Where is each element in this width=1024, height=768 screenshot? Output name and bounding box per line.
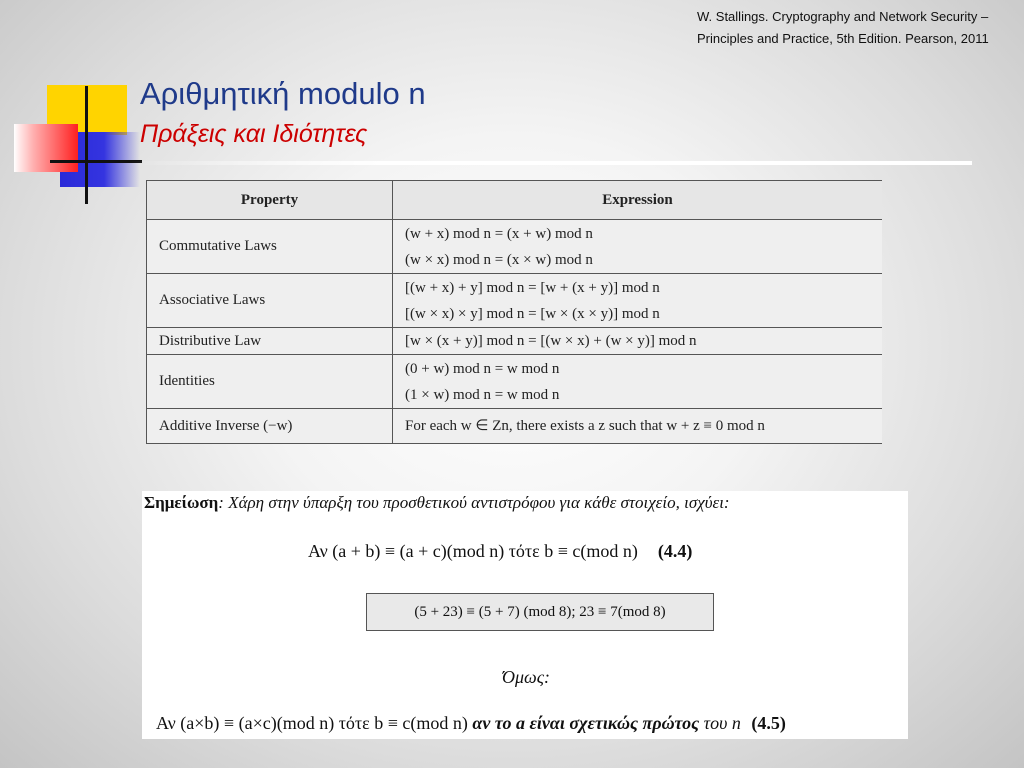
table-row <box>147 355 883 409</box>
property-cell: Associative Laws <box>147 274 393 328</box>
properties-table <box>146 180 882 444</box>
equation-4-4-number: (4.4) <box>657 541 693 561</box>
expression-cell <box>393 409 883 444</box>
decor-red-square <box>14 124 78 172</box>
citation-line-1: W. Stallings. Cryptography and Network Security – <box>697 9 989 24</box>
table-row <box>147 274 883 328</box>
equation-4-5-text: Αν (a×b) ≡ (a×c)(mod n) τότε b ≡ c(mod n) <box>156 713 468 733</box>
decor-horizontal-line <box>50 160 142 163</box>
equation-4-5-condition-pre: αν το a είναι <box>472 713 565 733</box>
equation-4-5 <box>156 713 786 734</box>
expression-cell <box>393 328 883 355</box>
equation-4-4 <box>308 541 692 562</box>
expression-cell <box>393 220 883 274</box>
expression-line: (w × x) mod n = (x × w) mod n <box>405 251 593 268</box>
expression-line: (w + x) mod n = (x + w) mod n <box>405 225 593 242</box>
expression-line: (0 + w) mod n = w mod n <box>405 360 560 377</box>
table-row <box>147 220 883 274</box>
decor-vertical-line <box>85 86 88 204</box>
header-property: Property <box>147 181 393 220</box>
slide-title: Αριθμητική modulo n <box>140 76 426 111</box>
expression-line: (1 × w) mod n = w mod n <box>405 386 560 403</box>
table-header-row <box>147 181 883 220</box>
expression-cell <box>393 355 883 409</box>
property-cell: Distributive Law <box>147 328 393 355</box>
equation-4-4-text: Αν (a + b) ≡ (a + c)(mod n) τότε b ≡ c(mod n) <box>308 541 638 561</box>
note-label: Σημείωση <box>144 493 219 512</box>
equation-4-5-condition-post: του n <box>703 713 741 733</box>
property-cell: Additive Inverse (−w) <box>147 409 393 444</box>
expression-cell <box>393 274 883 328</box>
table-row <box>147 328 883 355</box>
example-box: (5 + 23) ≡ (5 + 7) (mod 8); 23 ≡ 7(mod 8) <box>366 593 714 631</box>
however-label: Όμως: <box>502 667 551 687</box>
title-underline <box>130 161 972 165</box>
slide-subtitle: Πράξεις και Ιδιότητες <box>140 120 368 148</box>
equation-4-5-condition-key: σχετικώς πρώτος <box>569 713 700 733</box>
header-expression: Expression <box>393 181 883 220</box>
expression-line: For each w ∈ Zn, there exists a z such that w + z ≡ 0 mod n <box>405 418 765 434</box>
expression-line: [(w + x) + y] mod n = [w + (x + y)] mod n <box>405 279 660 296</box>
equation-4-5-number: (4.5) <box>751 713 786 733</box>
note-text <box>144 493 730 513</box>
property-cell: Commutative Laws <box>147 220 393 274</box>
citation-line-2: Principles and Practice, 5th Edition. Pearson, 2011 <box>697 31 989 46</box>
note-panel <box>142 491 908 739</box>
citation <box>697 6 1017 50</box>
note-body: : Χάρη στην ύπαρξη του προσθετικού αντιστρόφου για κάθε στοιχείο, ισχύει: <box>218 493 730 512</box>
expression-line: [(w × x) × y] mod n = [w × (x × y)] mod n <box>405 305 660 322</box>
table-row <box>147 409 883 444</box>
expression-line: [w × (x + y)] mod n = [(w × x) + (w × y)] mod n <box>405 333 697 349</box>
property-cell: Identities <box>147 355 393 409</box>
